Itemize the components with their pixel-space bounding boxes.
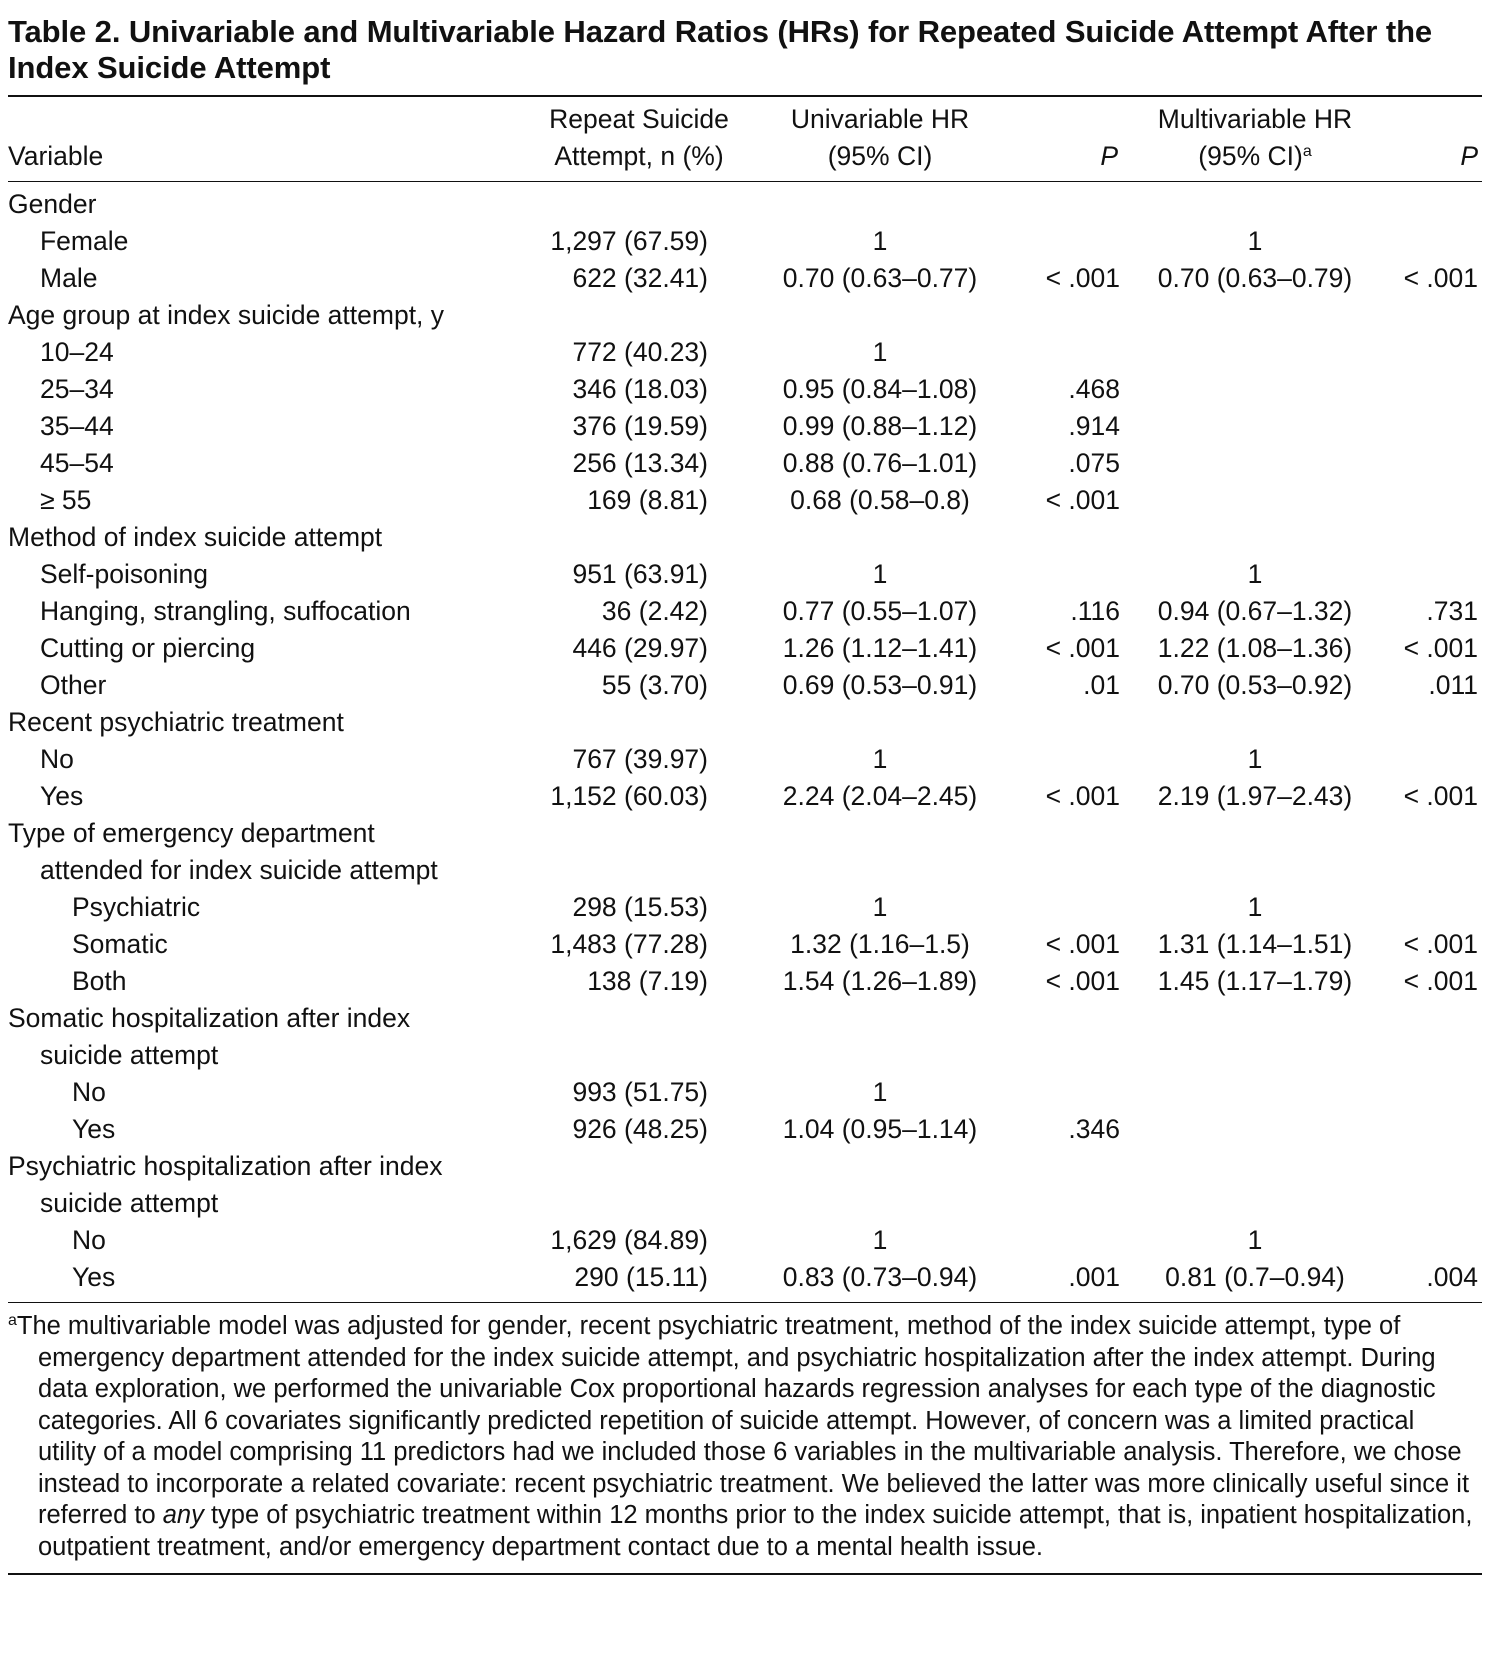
cell-repeat-attempt (528, 926, 750, 963)
cell-univariable-p (1010, 519, 1132, 556)
cell-univariable-hr: 1 (872, 559, 888, 589)
cell-repeat-attempt (528, 741, 750, 778)
cell-variable: Method of index suicide attempt (8, 522, 383, 552)
cell-univariable-p (1010, 1000, 1132, 1037)
cell-univariable-p (1010, 741, 1132, 778)
header-row (8, 97, 1482, 182)
repeat-attempt-value: 1,152 (60.03) (550, 781, 708, 811)
cell-multivariable-hr: 0.70 (0.53–0.92) (1157, 670, 1353, 700)
cell-repeat-attempt (528, 667, 750, 704)
table-row (8, 778, 1482, 815)
cell-variable: Recent psychiatric treatment (8, 707, 344, 737)
cell-multivariable-hr: 1.22 (1.08–1.36) (1157, 633, 1353, 663)
cell-univariable-p (1010, 297, 1132, 334)
table-footnote (8, 1311, 1482, 1563)
repeat-attempt-value: 169 (8.81) (587, 485, 708, 515)
cell-univariable-hr: 0.68 (0.58–0.8) (790, 485, 970, 515)
cell-multivariable-hr: 0.70 (0.63–0.79) (1157, 263, 1353, 293)
cell-multivariable-p: < .001 (1403, 929, 1478, 959)
cell-repeat-attempt (528, 1259, 750, 1296)
cell-multivariable-hr (1132, 482, 1378, 519)
cell-univariable-hr (750, 1148, 1010, 1185)
cell-univariable-hr (750, 852, 1010, 889)
hazard-ratio-table (8, 97, 1482, 1296)
table-row (8, 926, 1482, 963)
footnote-text-before: The multivariable model was adjusted for gender, recent psychiatric treatment, method of the index suicide attempt, type of emergency department attended for the index suicide attempt, and psychiatric hospitalization after the index attempt. During data exploration, we performed the univariable Cox proportional hazards regression analyses for each type of the diagnostic categories. All 6 covariates significantly predicted repetition of suicide attempt. However, of concern was a limited practical utility of a model comprising 11 predictors had we included those 6 variables in the multivariable analysis. Therefore, we chose instead to incorporate a related covariate: recent psychiatric treatment. We believed the latter was more clinically useful since it referred to (16, 1312, 1470, 1529)
cell-multivariable-p: < .001 (1403, 263, 1478, 293)
cell-repeat-attempt (528, 519, 750, 556)
cell-repeat-attempt (528, 371, 750, 408)
cell-univariable-p: .01 (1083, 670, 1120, 700)
cell-univariable-hr: 1.54 (1.26–1.89) (782, 966, 978, 996)
cell-variable: Cutting or piercing (40, 633, 256, 663)
cell-multivariable-p (1378, 852, 1482, 889)
cell-multivariable-p: < .001 (1403, 781, 1478, 811)
table-row (8, 1037, 1482, 1074)
table-row (8, 297, 1482, 334)
cell-multivariable-p (1378, 519, 1482, 556)
cell-repeat-attempt (528, 445, 750, 482)
cell-multivariable-hr: 1 (1247, 226, 1263, 256)
footnote-text-after: type of psychiatric treatment within 12 months prior to the index suicide attempt, that is, inpatient hospitalization, outpatient treatment, and/or emergency department contact due to a mental health issue. (38, 1501, 1473, 1561)
header-variable: Variable (8, 97, 528, 182)
table-container (8, 14, 1482, 1575)
cell-univariable-p (1010, 1074, 1132, 1111)
cell-multivariable-p (1378, 741, 1482, 778)
cell-variable: Yes (40, 781, 84, 811)
cell-multivariable-hr: 1 (1247, 559, 1263, 589)
cell-univariable-p: .116 (1070, 596, 1120, 626)
cell-univariable-p (1010, 889, 1132, 926)
cell-multivariable-hr (1132, 1000, 1378, 1037)
cell-multivariable-p: .011 (1428, 670, 1478, 700)
cell-multivariable-hr: 0.94 (0.67–1.32) (1157, 596, 1353, 626)
cell-univariable-hr: 0.70 (0.63–0.77) (782, 263, 978, 293)
table-bottom-rule (8, 1302, 1482, 1303)
header-multivariable-p: P (1378, 97, 1482, 182)
cell-multivariable-hr (1132, 815, 1378, 852)
cell-univariable-hr: 0.95 (0.84–1.08) (782, 374, 978, 404)
cell-multivariable-hr (1132, 1185, 1378, 1222)
cell-univariable-hr (750, 297, 1010, 334)
cell-multivariable-p (1378, 223, 1482, 260)
header-repeat-attempt: Repeat Suicide Attempt, n (%) (528, 97, 750, 182)
cell-univariable-p: .001 (1068, 1262, 1120, 1292)
cell-repeat-attempt (528, 778, 750, 815)
cell-univariable-p: .346 (1068, 1114, 1120, 1144)
table-row (8, 667, 1482, 704)
repeat-attempt-value: 1,629 (84.89) (550, 1225, 708, 1255)
cell-multivariable-p: < .001 (1403, 966, 1478, 996)
cell-univariable-hr: 1 (872, 1077, 888, 1107)
cell-multivariable-hr (1132, 182, 1378, 224)
cell-variable: Psychiatric hospitalization after index (8, 1151, 443, 1181)
cell-repeat-attempt (528, 704, 750, 741)
cell-multivariable-p: .004 (1426, 1262, 1478, 1292)
cell-multivariable-p (1378, 408, 1482, 445)
cell-repeat-attempt (528, 1000, 750, 1037)
cell-univariable-hr: 0.83 (0.73–0.94) (782, 1262, 978, 1292)
cell-repeat-attempt (528, 1111, 750, 1148)
cell-repeat-attempt (528, 334, 750, 371)
cell-repeat-attempt (528, 815, 750, 852)
cell-univariable-p: < .001 (1045, 633, 1120, 663)
cell-variable: No (72, 1077, 106, 1107)
table-row (8, 630, 1482, 667)
cell-univariable-hr: 1 (872, 337, 888, 367)
cell-univariable-hr: 1.32 (1.16–1.5) (790, 929, 970, 959)
cell-repeat-attempt (528, 1037, 750, 1074)
cell-variable: Female (40, 226, 129, 256)
repeat-attempt-value: 772 (40.23) (572, 337, 708, 367)
cell-repeat-attempt (528, 630, 750, 667)
table-row (8, 519, 1482, 556)
table-row (8, 889, 1482, 926)
table-row (8, 1111, 1482, 1148)
repeat-attempt-value: 346 (18.03) (572, 374, 708, 404)
cell-multivariable-p (1378, 1111, 1482, 1148)
table-row (8, 815, 1482, 852)
cell-multivariable-hr: 0.81 (0.7–0.94) (1165, 1262, 1345, 1292)
cell-variable: attended for index suicide attempt (40, 855, 438, 885)
cell-univariable-hr (750, 1185, 1010, 1222)
cell-multivariable-p (1378, 1148, 1482, 1185)
cell-univariable-hr: 2.24 (2.04–2.45) (782, 781, 978, 811)
cell-repeat-attempt (528, 556, 750, 593)
cell-variable: 35–44 (40, 411, 114, 441)
table-row (8, 334, 1482, 371)
cell-univariable-hr: 1.04 (0.95–1.14) (782, 1114, 978, 1144)
repeat-attempt-value: 55 (3.70) (601, 670, 708, 700)
cell-univariable-p (1010, 815, 1132, 852)
cell-multivariable-p (1378, 1037, 1482, 1074)
cell-univariable-hr: 0.77 (0.55–1.07) (782, 596, 978, 626)
repeat-attempt-value: 138 (7.19) (587, 966, 708, 996)
cell-univariable-p (1010, 704, 1132, 741)
cell-variable: Psychiatric (72, 892, 201, 922)
cell-variable: Both (72, 966, 127, 996)
cell-variable: Other (40, 670, 107, 700)
table-row (8, 260, 1482, 297)
table-row (8, 482, 1482, 519)
cell-multivariable-p (1378, 815, 1482, 852)
table-title: Table 2. Univariable and Multivariable Hazard Ratios (HRs) for Repeated Suicide Attempt After the Index Suicide Attempt (8, 14, 1433, 85)
cell-univariable-hr: 1 (872, 892, 888, 922)
cell-univariable-p (1010, 556, 1132, 593)
table-row (8, 1000, 1482, 1037)
table-row (8, 1222, 1482, 1259)
cell-multivariable-hr (1132, 1111, 1378, 1148)
cell-repeat-attempt (528, 408, 750, 445)
cell-multivariable-hr (1132, 297, 1378, 334)
cell-univariable-hr: 0.99 (0.88–1.12) (782, 411, 978, 441)
cell-univariable-p (1010, 182, 1132, 224)
cell-multivariable-p (1378, 334, 1482, 371)
cell-univariable-hr (750, 1000, 1010, 1037)
cell-univariable-hr: 1 (872, 1225, 888, 1255)
table-row (8, 556, 1482, 593)
table-body (8, 182, 1482, 1297)
cell-multivariable-p (1378, 445, 1482, 482)
cell-multivariable-hr: 1.31 (1.14–1.51) (1157, 929, 1353, 959)
cell-multivariable-hr (1132, 519, 1378, 556)
cell-multivariable-p (1378, 889, 1482, 926)
cell-univariable-p: < .001 (1045, 485, 1120, 515)
cell-univariable-hr: 1 (872, 744, 888, 774)
footnote-marker: a (1302, 143, 1312, 160)
cell-multivariable-p (1378, 704, 1482, 741)
cell-univariable-p (1010, 852, 1132, 889)
cell-univariable-p: .468 (1068, 374, 1120, 404)
cell-variable: Yes (72, 1262, 116, 1292)
table-row (8, 741, 1482, 778)
cell-variable: Gender (8, 189, 97, 219)
cell-multivariable-hr: 1 (1247, 1225, 1263, 1255)
cell-variable: 10–24 (40, 337, 114, 367)
cell-repeat-attempt (528, 1185, 750, 1222)
cell-univariable-p: < .001 (1045, 966, 1120, 996)
cell-univariable-hr: 0.88 (0.76–1.01) (782, 448, 978, 478)
cell-repeat-attempt (528, 1074, 750, 1111)
cell-variable: ≥ 55 (40, 485, 92, 515)
cell-univariable-p: < .001 (1045, 263, 1120, 293)
cell-univariable-p (1010, 1148, 1132, 1185)
repeat-attempt-value: 1,483 (77.28) (550, 929, 708, 959)
cell-univariable-hr (750, 704, 1010, 741)
cell-multivariable-hr (1132, 371, 1378, 408)
cell-univariable-p (1010, 334, 1132, 371)
cell-repeat-attempt (528, 1148, 750, 1185)
table-row (8, 371, 1482, 408)
cell-univariable-p: < .001 (1045, 781, 1120, 811)
cell-multivariable-hr (1132, 334, 1378, 371)
cell-multivariable-hr (1132, 704, 1378, 741)
cell-repeat-attempt (528, 297, 750, 334)
repeat-attempt-value: 376 (19.59) (572, 411, 708, 441)
cell-univariable-hr (750, 519, 1010, 556)
cell-repeat-attempt (528, 260, 750, 297)
cell-multivariable-p (1378, 1222, 1482, 1259)
cell-multivariable-hr (1132, 1037, 1378, 1074)
cell-univariable-p: .075 (1068, 448, 1120, 478)
cell-variable: Yes (72, 1114, 116, 1144)
cell-variable: Hanging, strangling, suffocation (40, 596, 411, 626)
cell-variable: Somatic (72, 929, 168, 959)
cell-univariable-hr: 1.26 (1.12–1.41) (782, 633, 978, 663)
cell-variable: 45–54 (40, 448, 114, 478)
header-multivariable-hr: Multivariable HR (95% CI)$^a$ (1132, 97, 1378, 182)
repeat-attempt-value: 446 (29.97) (572, 633, 708, 663)
cell-multivariable-hr: 1.45 (1.17–1.79) (1157, 966, 1353, 996)
cell-multivariable-p (1378, 1074, 1482, 1111)
footnote-marker-a: a (8, 1312, 17, 1329)
cell-multivariable-hr: 1 (1247, 744, 1263, 774)
cell-univariable-p: .914 (1068, 411, 1120, 441)
cell-multivariable-hr (1132, 408, 1378, 445)
cell-variable: Type of emergency department (8, 818, 375, 848)
cell-univariable-p (1010, 1222, 1132, 1259)
cell-univariable-hr (750, 182, 1010, 224)
repeat-attempt-value: 767 (39.97) (572, 744, 708, 774)
cell-repeat-attempt (528, 963, 750, 1000)
repeat-attempt-value: 951 (63.91) (572, 559, 708, 589)
cell-multivariable-p: < .001 (1403, 633, 1478, 663)
cell-univariable-hr: 1 (872, 226, 888, 256)
table-row (8, 445, 1482, 482)
cell-univariable-p (1010, 1037, 1132, 1074)
table-row (8, 963, 1482, 1000)
cell-multivariable-p (1378, 1000, 1482, 1037)
cell-multivariable-p (1378, 556, 1482, 593)
cell-multivariable-p (1378, 182, 1482, 224)
cell-repeat-attempt (528, 482, 750, 519)
cell-multivariable-p: .731 (1426, 596, 1478, 626)
cell-multivariable-hr (1132, 1148, 1378, 1185)
header-univariable-p: P (1010, 97, 1132, 182)
cell-variable: Male (40, 263, 98, 293)
table-row (8, 223, 1482, 260)
cell-multivariable-p (1378, 297, 1482, 334)
cell-repeat-attempt (528, 852, 750, 889)
repeat-attempt-value: 290 (15.11) (574, 1262, 708, 1292)
cell-univariable-p (1010, 1185, 1132, 1222)
cell-univariable-hr: 0.69 (0.53–0.91) (782, 670, 978, 700)
repeat-attempt-value: 36 (2.42) (601, 596, 708, 626)
cell-multivariable-p (1378, 1185, 1482, 1222)
table-row (8, 1185, 1482, 1222)
cell-repeat-attempt (528, 889, 750, 926)
repeat-attempt-value: 926 (48.25) (572, 1114, 708, 1144)
cell-multivariable-hr (1132, 852, 1378, 889)
cell-variable: No (72, 1225, 106, 1255)
cell-univariable-p: < .001 (1045, 929, 1120, 959)
cell-variable: suicide attempt (40, 1040, 219, 1070)
cell-univariable-p (1010, 223, 1132, 260)
footnote-emphasis: any (162, 1501, 204, 1529)
table-row (8, 408, 1482, 445)
cell-repeat-attempt (528, 182, 750, 224)
cell-variable: Age group at index suicide attempt, y (8, 300, 445, 330)
table-row (8, 1074, 1482, 1111)
table-row (8, 1259, 1482, 1296)
table-row (8, 1148, 1482, 1185)
table-row (8, 704, 1482, 741)
cell-multivariable-hr: 1 (1247, 892, 1263, 922)
cell-variable: Somatic hospitalization after index (8, 1003, 411, 1033)
table-row (8, 182, 1482, 224)
repeat-attempt-value: 622 (32.41) (572, 263, 708, 293)
cell-repeat-attempt (528, 593, 750, 630)
table-row (8, 593, 1482, 630)
repeat-attempt-value: 256 (13.34) (572, 448, 708, 478)
table-row (8, 852, 1482, 889)
header-univariable-hr: Univariable HR (95% CI) (750, 97, 1010, 182)
cell-repeat-attempt (528, 1222, 750, 1259)
cell-variable: 25–34 (40, 374, 114, 404)
cell-multivariable-hr (1132, 445, 1378, 482)
cell-multivariable-p (1378, 371, 1482, 408)
final-rule (8, 1573, 1482, 1575)
repeat-attempt-value: 1,297 (67.59) (550, 226, 708, 256)
cell-variable: Self-poisoning (40, 559, 208, 589)
cell-univariable-hr (750, 1037, 1010, 1074)
cell-multivariable-p (1378, 482, 1482, 519)
cell-univariable-hr (750, 815, 1010, 852)
repeat-attempt-value: 298 (15.53) (572, 892, 708, 922)
cell-variable: No (40, 744, 74, 774)
cell-multivariable-hr (1132, 1074, 1378, 1111)
cell-variable: suicide attempt (40, 1188, 219, 1218)
cell-repeat-attempt (528, 223, 750, 260)
cell-multivariable-hr: 2.19 (1.97–2.43) (1157, 781, 1353, 811)
repeat-attempt-value: 993 (51.75) (572, 1077, 708, 1107)
